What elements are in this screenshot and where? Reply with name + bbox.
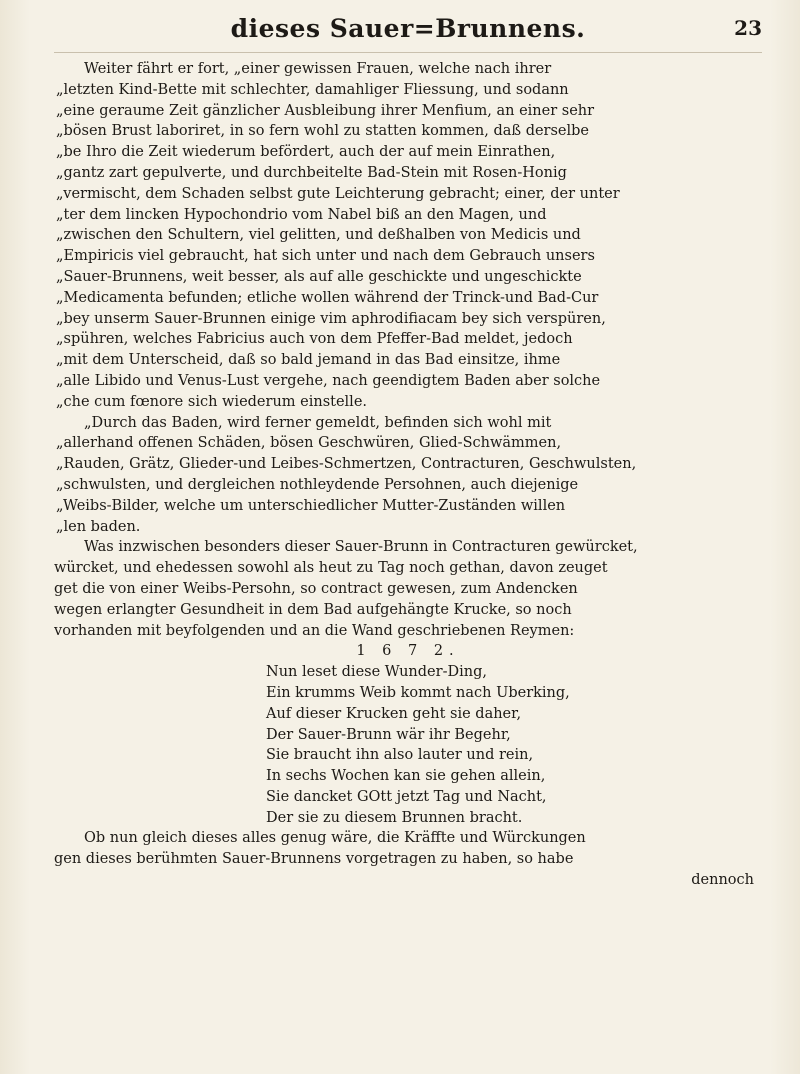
text-line: „mit dem Unterscheid, daß so bald jemand in das Bad einsitze, ihme (56, 352, 561, 369)
text-line: würcket, und ehedessen sowohl als heut zu Tag noch gethan, davon zeuget (54, 560, 608, 577)
catchword: dennoch (691, 872, 754, 889)
text-line: „alle Libido und Venus-Lust vergehe, nach geendigtem Baden aber solche (56, 372, 601, 389)
text-line: „be Ihro die Zeit wiederum befördert, auch der auf mein Einrathen, (56, 144, 556, 161)
text-line: „Durch das Baden, wird ferner gemeldt, befinden sich wohl mit (84, 414, 552, 431)
text-line: „schwulsten, und dergleichen nothleydende Persohnen, auch diejenige (56, 476, 579, 493)
text-line: gen dieses berühmten Sauer-Brunnens vorgetragen zu haben, so habe (54, 851, 574, 868)
text-line: „Rauden, Grätz, Glieder-und Leibes-Schmertzen, Contracturen, Geschwulsten, (56, 456, 637, 473)
text-line: „eine geraume Zeit gänzlicher Ausbleibung ihrer Menfium, an einer sehr (56, 102, 595, 119)
text-line: wegen erlangter Gesundheit in dem Bad aufgehängte Krucke, so noch (54, 601, 572, 618)
text-line: „allerhand offenen Schäden, bösen Geschwüren, Glied-Schwämmen, (56, 435, 562, 452)
text-line: „bösen Brust laboriret, in so fern wohl zu statten kommen, daß derselbe (56, 123, 590, 140)
text-line: „zwischen den Schultern, viel gelitten, und deßhalben von Medicis und (56, 227, 581, 244)
text-line: „vermischt, dem Schaden selbst gute Leichterung gebracht; einer, der unter (56, 185, 620, 202)
text-line: Ob nun gleich dieses alles genug wäre, die Kräffte und Würckungen (84, 830, 586, 847)
text-line: „ter dem lincken Hypochondrio vom Nabel biß an den Magen, und (56, 206, 547, 223)
running-head (54, 14, 762, 53)
verse-line: Sie braucht ihn also lauter und rein, (266, 747, 534, 764)
verse-line: Nun leset diese Wunder-Ding, (266, 664, 487, 681)
text-line: „spühren, welches Fabricius auch von dem Pfeffer-Bad meldet, jedoch (56, 331, 573, 348)
text-line: vorhanden mit beyfolgenden und an die Wand geschriebenen Reymen: (54, 622, 575, 639)
text-line: „len baden. (56, 518, 141, 535)
text-line: „Weibs-Bilder, welche um unterschiedlicher Mutter-Zuständen willen (56, 497, 566, 514)
body-text (54, 59, 762, 891)
verse-line: Der Sauer-Brunn wär ihr Begehr, (266, 726, 511, 743)
text-line: „bey unserm Sauer-Brunnen einige vim aphrodifiacam bey sich verspüren, (56, 310, 606, 327)
text-line: „Empiricis viel gebraucht, hat sich unter und nach dem Gebrauch unsers (56, 248, 595, 265)
text-line: Weiter fährt er fort, „einer gewissen Frauen, welche nach ihrer (84, 61, 552, 77)
text-line: „Medicamenta befunden; etliche wollen während der Trinck-und Bad-Cur (56, 289, 599, 306)
text-line: „letzten Kind-Bette mit schlechter, damahliger Fliessung, und sodann (56, 81, 569, 98)
running-title: dieses Sauer=Brunnens. (230, 14, 586, 43)
text-line: get die von einer Weibs-Persohn, so contract gewesen, zum Andencken (54, 580, 578, 597)
verse-line: Sie dancket GOtt jetzt Tag und Nacht, (266, 788, 547, 805)
text-line: „gantz zart gepulverte, und durchbeitelte Bad-Stein mit Rosen-Honig (56, 164, 567, 181)
verse-line: Ein krumms Weib kommt nach Uberking, (266, 684, 570, 701)
text-line: Was inzwischen besonders dieser Sauer-Brunn in Contracturen gewürcket, (84, 539, 638, 556)
page-number: 23 (734, 16, 762, 40)
verse-line: Der sie zu diesem Brunnen bracht. (266, 809, 523, 826)
verse-line: In sechs Wochen kan sie gehen allein, (266, 768, 546, 785)
verse-line: Auf dieser Krucken geht sie daher, (266, 705, 522, 722)
inscription-verse (54, 662, 762, 828)
text-line: „Sauer-Brunnens, weit besser, als auf alle geschickte und ungeschickte (56, 268, 582, 285)
text-line: „che cum fœnore sich wiederum einstelle. (56, 393, 368, 410)
inscription-year: 1 6 7 2. (356, 643, 460, 660)
